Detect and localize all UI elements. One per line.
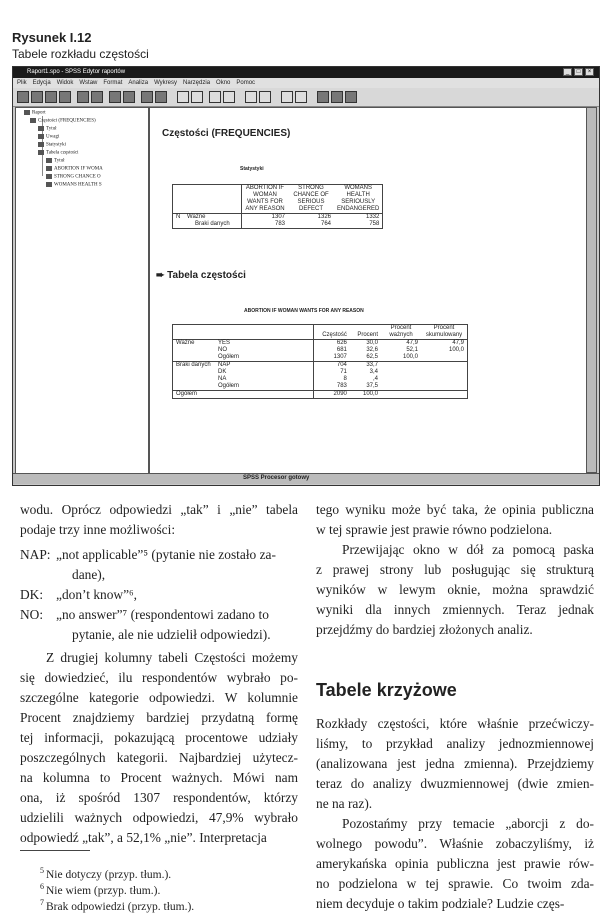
- freq-col-header: Częstość: [314, 325, 350, 340]
- spss-window: [12, 66, 600, 486]
- window-titlebar: [13, 67, 599, 78]
- menu-file[interactable]: Plik: [17, 80, 27, 86]
- tree-item-freq-table[interactable]: Tabela częstości: [38, 150, 79, 157]
- freq-cell: 100,0: [448, 347, 464, 353]
- tree-item-frequencies[interactable]: Częstości (FREQUENCIES): [30, 118, 96, 125]
- text-line: wolnego powodu”. Właśnie zobaczyliśmy, iż: [316, 836, 594, 851]
- text-line: ona, iż spośród 1307 respondentów, którzy: [20, 790, 298, 805]
- section-title: Tabele krzyżowe: [316, 680, 457, 700]
- minimize-button[interactable]: _: [563, 68, 572, 76]
- pivot-icon[interactable]: [345, 91, 357, 103]
- table-row: [173, 369, 468, 376]
- page-icon: [38, 126, 44, 131]
- freq-row-label: NO: [218, 347, 227, 353]
- designate-icon[interactable]: [331, 91, 343, 103]
- freq-cell: 30,0: [366, 340, 378, 346]
- stats-col-header: WOMANS HEALTH SERIOUSLY ENDANGERED: [337, 185, 380, 212]
- freq-cell: [421, 362, 468, 370]
- stats-table: [172, 184, 383, 229]
- footnote-number: 7: [40, 898, 46, 907]
- freq-col-header: Procent ważnych: [389, 325, 413, 338]
- footnote-number: 5: [40, 866, 46, 875]
- insert-heading-icon[interactable]: [281, 91, 293, 103]
- menu-insert[interactable]: Wstaw: [79, 80, 98, 86]
- status-text: SPSS Procesor gotowy: [243, 475, 310, 481]
- stats-row-label: N Ważne: [176, 214, 206, 220]
- table-row: [173, 376, 468, 383]
- freq-row-label: DK: [218, 369, 227, 375]
- stats-col-header: STRONG CHANCE OF SERIOUS DEFECT: [293, 185, 329, 212]
- def-code: NO:: [20, 607, 44, 622]
- text-line: niem decyduje o takim podziale? Ludzie częs-: [316, 896, 565, 911]
- text-line: (analizowana jest jedna zmienna). Przejdziemy: [316, 756, 594, 771]
- freq-cell: 33,7: [366, 362, 378, 368]
- freq-row-label: NA: [218, 376, 227, 382]
- freq-cell: 8: [314, 376, 350, 383]
- goto-icon[interactable]: [91, 91, 103, 103]
- menu-window[interactable]: Okno: [216, 80, 231, 86]
- def-text: „not applicable”⁵ (pytanie nie zostało za-: [56, 547, 276, 562]
- def-text: „don’t know”⁶,: [56, 587, 138, 602]
- page-icon: [46, 158, 52, 163]
- footnote-text: Nie dotyczy (przyp. tłum.).: [46, 868, 172, 881]
- freq-cell: 1307: [314, 354, 350, 362]
- table-icon: [46, 174, 52, 179]
- stats-col-header: ABORTION IF WOMAN WANTS FOR ANY REASON: [242, 185, 289, 214]
- text-line: tego wyniku może być taka, że opinia publiczna: [316, 502, 594, 517]
- find-icon[interactable]: [141, 91, 153, 103]
- menu-bar: [13, 78, 599, 88]
- freq-row-group: [173, 376, 216, 383]
- output-pane[interactable]: [149, 107, 587, 475]
- freq-cell: 62,5: [366, 354, 378, 360]
- text-line: Procent znajdziemy bardziej przydatną formę: [20, 710, 298, 725]
- freq-cell: [421, 354, 468, 362]
- table-row: [173, 391, 468, 399]
- text-line: wyniki dla innych zmiennych. Teraz jednak: [316, 602, 594, 617]
- footnote-text: Nie wiem (przyp. tłum.).: [46, 884, 161, 897]
- stats-cell: 764: [320, 221, 331, 227]
- stats-cell: 758: [369, 221, 380, 227]
- intro-paragraph: wodu. Oprócz odpowiedzi „tak” i „nie” tabela podaje trzy inne możliwości:: [20, 502, 298, 537]
- stats-cell: 783: [242, 221, 289, 229]
- freq-row-group: Ogółem: [176, 391, 198, 397]
- toolbar: [13, 88, 599, 107]
- text-line: udzielili ważnych odpowiedzi, 47,9% wybrało: [20, 810, 298, 825]
- freq-row-label: [215, 391, 314, 399]
- outline-pane[interactable]: [15, 107, 149, 475]
- page-icon: [38, 134, 44, 139]
- freq-cell: 100,0: [362, 391, 378, 397]
- stats-caption: Statystyki: [240, 166, 264, 172]
- freq-cell: [381, 376, 421, 383]
- text-line: amerykańska opinia publiczna jest prawie rów-: [316, 856, 594, 871]
- freq-cell: 2090: [314, 391, 350, 399]
- book-icon: [38, 150, 44, 155]
- freq-col-header: Procent: [357, 332, 378, 338]
- table-row: [173, 362, 468, 370]
- def-text: „no answer”⁷ (respondentowi zadano to: [56, 607, 269, 622]
- text-line: odpowiedź „tak”, a 52,1% „nie”. Interpretacja: [20, 830, 267, 845]
- freq-row-label: Ogółem: [218, 383, 240, 389]
- output-title: Częstości (FREQUENCIES): [162, 128, 291, 139]
- text-line: no podzielona w tej sprawie. Co twoim zda-: [316, 876, 594, 891]
- undo-icon[interactable]: [77, 91, 89, 103]
- insert-title-icon[interactable]: [295, 91, 307, 103]
- stats-row-label: Braki danych: [195, 221, 230, 227]
- tree-item-strong-chance[interactable]: STRONG CHANCE O: [46, 174, 101, 181]
- menu-tools[interactable]: Narzędzia: [183, 80, 211, 86]
- freq-cell: 626: [314, 340, 350, 348]
- freq-row-group: [173, 383, 216, 391]
- text-line: wyników w lewym oknie, można sprawdzić: [316, 582, 594, 597]
- tree-item-abortion[interactable]: ABORTION IF WOMA: [46, 166, 103, 173]
- freq-caption: ABORTION IF WOMAN WANTS FOR ANY REASON: [244, 308, 364, 314]
- freq-cell: [421, 376, 468, 383]
- def-text: pytanie, ale nie udzielił odpowiedzi).: [72, 627, 271, 642]
- menu-analyze[interactable]: Analiza: [128, 80, 149, 86]
- table-row: [173, 347, 468, 354]
- menu-graphs[interactable]: Wykresy: [154, 80, 178, 86]
- menu-view[interactable]: Widok: [56, 80, 74, 86]
- freq-cell: 37,5: [366, 383, 378, 389]
- freq-cell: [381, 391, 421, 399]
- text-line: Pozostańmy przy temacie „aborcji z do-: [342, 816, 594, 831]
- freq-row-group: Braki danych: [176, 362, 211, 368]
- hide-icon[interactable]: [259, 91, 271, 103]
- freq-cell: 47,9: [406, 340, 418, 346]
- demote-icon[interactable]: [191, 91, 203, 103]
- freq-cell: 32,6: [366, 347, 378, 353]
- tree-item-womans-health[interactable]: WOMANS HEALTH S: [46, 182, 102, 189]
- tree-item-title[interactable]: Tytuł: [38, 126, 56, 133]
- table-row: [173, 383, 468, 391]
- freq-row-group: [173, 347, 216, 354]
- body-paragraph-right-top: [316, 500, 594, 640]
- text-line: ne na raz).: [316, 796, 373, 811]
- frequency-table: [172, 324, 468, 399]
- text-line: Przewijając okno w dół za pomocą paska: [342, 542, 594, 557]
- freq-row-group: [173, 354, 216, 362]
- text-line: przejdźmy do bardziej złożonych analiz.: [316, 622, 533, 637]
- footnote-number: 6: [40, 882, 46, 891]
- table-row: [173, 354, 468, 362]
- text-line: na kolumna to Procent ważnych. Mówi nam: [20, 770, 298, 785]
- figure-subtitle: Tabele rozkładu częstości: [12, 47, 149, 61]
- text-line: się dowiedzieć, ilu respondentów wybrało po-: [20, 670, 298, 685]
- def-code: DK:: [20, 587, 44, 602]
- footnote-text: Brak odpowiedzi (przyp. tłum.).: [46, 900, 195, 913]
- freq-row-label: Ogółem: [218, 354, 240, 360]
- body-paragraph-left: [20, 648, 298, 848]
- arrow-icon: ➨: [156, 270, 168, 281]
- chart-icon[interactable]: [109, 91, 121, 103]
- freq-cell: [381, 369, 421, 376]
- freq-row-group: [173, 369, 216, 376]
- footnote-rule: [20, 850, 90, 851]
- footnote: [40, 896, 194, 914]
- text-line: w tej sprawie jest prawie równo podzielona.: [316, 522, 553, 537]
- menu-edit[interactable]: Edycja: [32, 80, 51, 86]
- print-icon[interactable]: [45, 91, 57, 103]
- book-icon: [24, 110, 30, 115]
- text-line: z prawej strony lub posługując się strukturą: [316, 562, 594, 577]
- tree-item-statistics[interactable]: Statystyki: [38, 142, 66, 149]
- preview-icon[interactable]: [59, 91, 71, 103]
- menu-format[interactable]: Format: [103, 80, 123, 86]
- freq-cell: 3,4: [369, 369, 378, 375]
- freq-cell: 47,9: [452, 340, 464, 346]
- collapse-icon[interactable]: [223, 91, 235, 103]
- def-code: NAP:: [20, 547, 51, 562]
- horizontal-scrollbar[interactable]: [13, 473, 599, 484]
- text-line: Z drugiej kolumny tabeli Częstości możemy: [46, 650, 298, 665]
- freq-cell: [421, 383, 468, 391]
- text-icon[interactable]: [317, 91, 329, 103]
- freq-col-header: Procent skumulowany: [425, 325, 463, 338]
- freq-row-label: YES: [218, 340, 231, 346]
- freq-cell: 681: [314, 347, 350, 354]
- freq-row-group: Ważne: [176, 340, 195, 346]
- text-line: teraz do analizy dwuzmiennowej (dwie zmien-: [316, 776, 594, 791]
- freq-cell: [421, 369, 468, 376]
- freq-cell: 71: [314, 369, 350, 376]
- window-title: Raport1.spo - SPSS Edytor raportów: [27, 69, 126, 75]
- def-text: dane),: [72, 567, 106, 582]
- text-line: szczególne kategorie odpowiedzi. W kolumnie: [20, 690, 298, 705]
- close-button[interactable]: ×: [585, 68, 594, 76]
- tree-item-notes[interactable]: Uwagi: [38, 134, 59, 141]
- body-paragraph-right-bottom: [316, 714, 594, 914]
- freq-cell: 52,1: [406, 347, 418, 353]
- freq-cell: 704: [314, 362, 350, 370]
- freq-cell: 100,0: [402, 354, 418, 360]
- freq-heading: ➨ Tabela częstości: [156, 270, 246, 281]
- text-line: Rozkłady częstości, które właśnie przećwiczy-: [316, 716, 594, 731]
- run-icon[interactable]: [155, 91, 167, 103]
- stats-cell: 1332: [365, 214, 380, 220]
- text-line: poszczególnych kategorii. Najbardziej użytecz-: [20, 750, 298, 765]
- table-row: [173, 340, 468, 348]
- show-icon[interactable]: [245, 91, 257, 103]
- freq-cell: ,4: [372, 376, 378, 382]
- stats-cell: 1307: [242, 214, 289, 222]
- variables-icon[interactable]: [123, 91, 135, 103]
- text-line: tej informacji, pokazującą procentowe udziały: [20, 730, 298, 745]
- menu-help[interactable]: Pomoc: [236, 80, 256, 86]
- vertical-scrollbar[interactable]: [586, 107, 597, 473]
- freq-cell: 783: [314, 383, 350, 391]
- promote-icon[interactable]: [177, 91, 189, 103]
- tree-item-subtitle[interactable]: Tytuł: [46, 158, 64, 165]
- figure-label: Rysunek I.12: [12, 30, 92, 45]
- save-icon[interactable]: [31, 91, 43, 103]
- text-line: liśmy, to przykład analizy jednozmiennowej: [316, 736, 594, 751]
- freq-cell: [381, 362, 421, 370]
- freq-row-label: NAP: [218, 362, 231, 368]
- freq-cell: [381, 383, 421, 391]
- tree-item-report[interactable]: Raport: [24, 110, 46, 117]
- stats-cell: 1326: [317, 214, 331, 220]
- table-icon: [38, 142, 44, 147]
- freq-cell: [421, 391, 468, 399]
- table-icon: [46, 182, 52, 187]
- open-icon[interactable]: [17, 91, 29, 103]
- book-icon: [30, 118, 36, 123]
- expand-icon[interactable]: [209, 91, 221, 103]
- maximize-button[interactable]: □: [574, 68, 583, 76]
- table-icon: [46, 166, 52, 171]
